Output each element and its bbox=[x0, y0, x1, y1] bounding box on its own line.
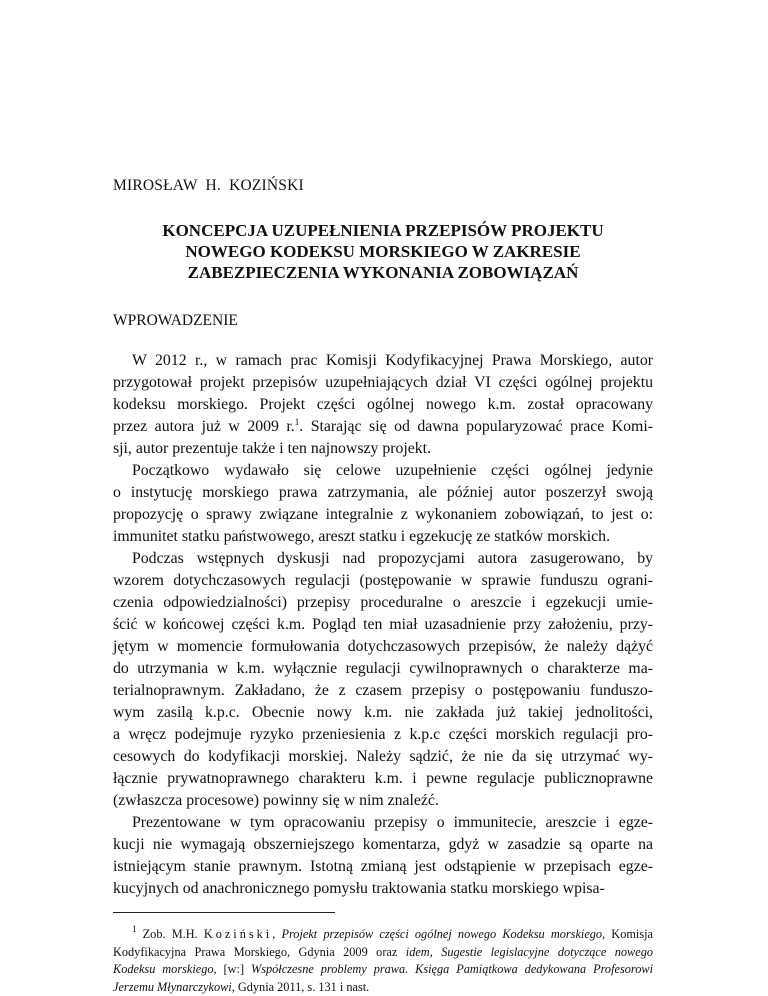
body-line bbox=[113, 614, 653, 636]
body-line bbox=[113, 768, 653, 790]
body-line bbox=[113, 878, 653, 900]
body-line bbox=[113, 570, 653, 592]
body-line bbox=[113, 636, 653, 658]
title-line: KONCEPCJA UZUPEŁNIENIA PRZEPISÓW PROJEKTU bbox=[113, 220, 653, 241]
text-segment: kucji nie wymagają obszerniejszego komentarza, gdyż w zasadzie są oparte na bbox=[113, 836, 653, 853]
footnote-marker: 1 bbox=[295, 417, 300, 427]
text-segment: Początkowo wydawało się celowe uzupełnienie części ogólnej jedynie bbox=[132, 462, 653, 479]
text-segment: Jerzemu Młynarczykowi bbox=[113, 980, 232, 994]
text-segment: sji, autor prezentuje także i ten najnowszy projekt. bbox=[113, 440, 431, 457]
text-segment: , bbox=[430, 945, 442, 959]
text-segment: kodeksu morskiego. Projekt części ogólnej nowego k.m. został opracowany bbox=[113, 396, 653, 413]
text-segment: do utrzymania w k.m. wyłącznie regulacji cywilnoprawnych o charakterze ma- bbox=[113, 660, 653, 677]
text-segment: jętym w momencie formułowania dotychczasowych przepisów, że należy dążyć bbox=[113, 638, 653, 655]
footnote-line bbox=[113, 961, 653, 979]
text-segment: kucyjnych od anachronicznego pomysłu traktowania statku morskiego wpisa- bbox=[113, 880, 605, 897]
body-line bbox=[113, 394, 653, 416]
body-text bbox=[113, 350, 653, 900]
text-segment: Kodyfikacyjna Prawa Morskiego, Gdynia 2009 oraz bbox=[113, 945, 406, 959]
footnote bbox=[113, 926, 653, 996]
text-segment: a wręcz podejmuje ryzyko przeniesienia z k.p.c części morskich regulacji pro- bbox=[113, 726, 653, 743]
text-segment: , [w:] bbox=[214, 962, 251, 976]
text-segment: Zob. M.H. bbox=[137, 927, 204, 941]
text-segment: ścić w końcowej części k.m. Pogląd ten miał uzasadnienie przy założeniu, przy- bbox=[113, 616, 653, 633]
body-line bbox=[113, 658, 653, 680]
text-segment: o instytucję morskiego prawa zatrzymania, ale później autor poszerzył swoją bbox=[113, 484, 653, 501]
body-line bbox=[113, 724, 653, 746]
title-line: ZABEZPIECZENIA WYKONANIA ZOBOWIĄZAŃ bbox=[113, 262, 653, 283]
author-name: MIROSŁAW H. KOZIŃSKI bbox=[113, 177, 304, 195]
body-line bbox=[113, 680, 653, 702]
body-line bbox=[113, 526, 653, 548]
section-heading: WPROWADZENIE bbox=[113, 312, 238, 330]
text-segment: , Komisja bbox=[602, 927, 653, 941]
body-line bbox=[113, 746, 653, 768]
text-segment: terialnoprawnym. Zakładano, że z czasem przepisy o postępowaniu funduszo- bbox=[113, 682, 653, 699]
body-line bbox=[113, 350, 653, 372]
text-segment: cesowych do kodyfikacji morskiej. Należy sądzić, że nie da się utrzymać wy- bbox=[113, 748, 653, 765]
text-segment: wym zasilą k.p.c. Obecnie nowy k.m. nie zakłada już takiej jednolitości, bbox=[113, 704, 653, 721]
text-segment: W 2012 r., w ramach prac Komisji Kodyfikacyjnej Prawa Morskiego, autor bbox=[132, 352, 653, 369]
text-segment: istniejącym stanie prawnym. Istotną zmianą jest odstąpienie w przepisach egze- bbox=[113, 858, 653, 875]
text-segment: Prezentowane w tym opracowaniu przepisy o immunitecie, areszcie i egze- bbox=[132, 814, 653, 831]
text-segment: Kodeksu morskiego bbox=[113, 962, 214, 976]
body-line bbox=[113, 592, 653, 614]
title-line: NOWEGO KODEKSU MORSKIEGO W ZAKRESIE bbox=[113, 241, 653, 262]
text-segment: propozycję o sprawy związane integralnie z wykonaniem zobowiązań, to jest o: bbox=[113, 506, 653, 523]
body-line bbox=[113, 834, 653, 856]
footnote-divider bbox=[113, 912, 335, 913]
article-title bbox=[113, 220, 653, 283]
text-segment: , Gdynia 2011, s. 131 i nast. bbox=[232, 980, 370, 994]
text-segment: Podczas wstępnych dyskusji nad propozycjami autora zasugerowano, by bbox=[132, 550, 653, 567]
footnote-line bbox=[113, 979, 653, 996]
text-segment: , bbox=[272, 927, 281, 941]
footnote-marker: 1 bbox=[132, 924, 137, 934]
text-segment: czenia odpowiedzialności) przepisy proceduralne o areszcie i egzekucji umie- bbox=[113, 594, 653, 611]
footnote-line bbox=[113, 944, 653, 962]
text-segment: (zwłaszcza procesowe) powinny się w nim znaleźć. bbox=[113, 792, 439, 809]
body-line bbox=[113, 416, 653, 438]
body-line bbox=[113, 438, 653, 460]
text-segment: Projekt przepisów części ogólnej nowego Kodeksu morskiego bbox=[281, 927, 602, 941]
text-segment: wzorem dotychczasowych regulacji (postępowanie w sprawie funduszu ograni- bbox=[113, 572, 653, 589]
body-line bbox=[113, 482, 653, 504]
body-line bbox=[113, 372, 653, 394]
text-segment: przez autora już w 2009 r. bbox=[113, 418, 295, 435]
text-segment: immunitet statku państwowego, areszt statku i egzekucję ze statków morskich. bbox=[113, 528, 610, 545]
text-segment: Współczesne problemy prawa. Księga Pamiątkowa dedykowana Profesorowi bbox=[251, 962, 653, 976]
body-line bbox=[113, 504, 653, 526]
body-line bbox=[113, 702, 653, 724]
text-segment: . Starając się od dawna popularyzować prace Komi- bbox=[299, 418, 653, 435]
body-line bbox=[113, 856, 653, 878]
body-line bbox=[113, 790, 653, 812]
text-segment: Koziński bbox=[204, 927, 272, 941]
text-segment: przygotował projekt przepisów uzupełniających dział VI części ogólnej projektu bbox=[113, 374, 653, 391]
footnote-line bbox=[113, 926, 653, 944]
body-line bbox=[113, 812, 653, 834]
text-segment: Sugestie legislacyjne dotyczące nowego bbox=[441, 945, 653, 959]
body-line bbox=[113, 460, 653, 482]
body-line bbox=[113, 548, 653, 570]
text-segment: idem bbox=[406, 945, 430, 959]
text-segment: łącznie prywatnoprawnego charakteru k.m. i pewne regulacje publicznoprawne bbox=[113, 770, 653, 787]
